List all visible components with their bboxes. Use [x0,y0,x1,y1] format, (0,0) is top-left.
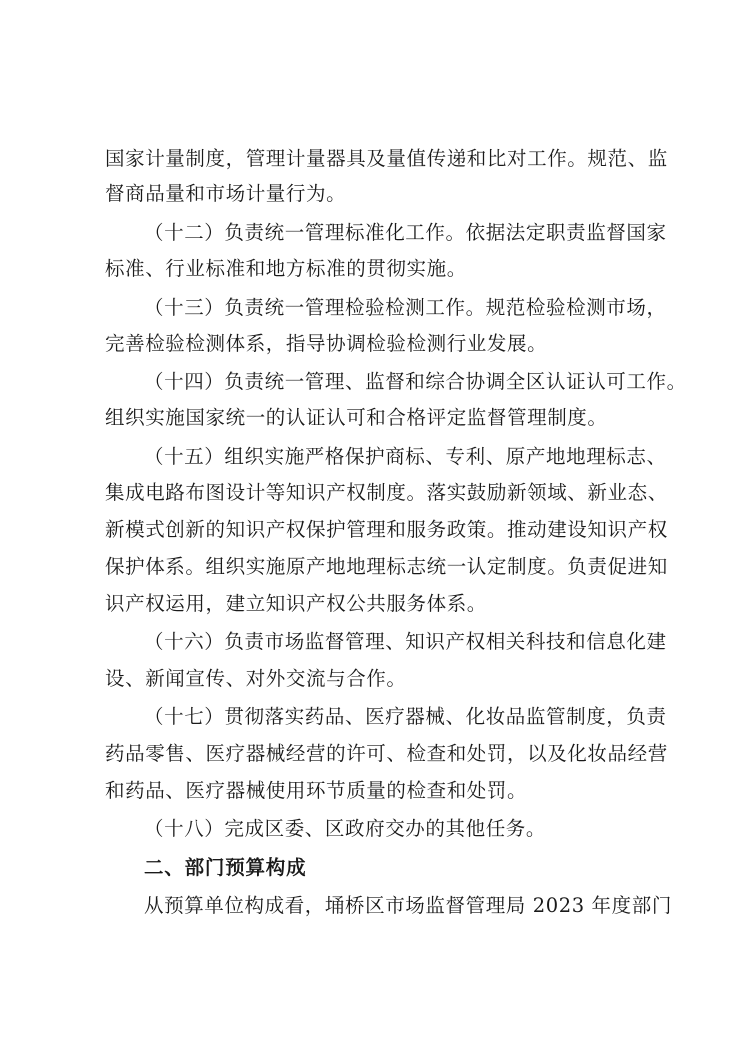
text-line: （十七）贯彻落实药品、医疗器械、化妆品监管制度，负责 [144,705,667,728]
text-line: 标准、行业标准和地方标准的贯彻实施。 [105,257,467,280]
text-line: 识产权运用，建立知识产权公共服务体系。 [105,592,487,615]
text-line: （十六）负责市场监督管理、知识产权相关科技和信息化建 [144,630,667,653]
text-line: 和药品、医疗器械使用环节质量的检查和处罚。 [105,779,528,802]
text-line: （十五）组织实施严格保护商标、专利、原产地地理标志、 [144,445,667,468]
text-line: 保护体系。组织实施原产地地理标志统一认定制度。负责促进知 [105,555,668,578]
text-line: 督商品量和市场计量行为。 [105,182,347,205]
text-line: 完善检验检测体系，指导协调检验检测行业发展。 [105,332,548,355]
text-line: （十八）完成区委、区政府交办的其他任务。 [144,817,547,840]
text-line: （十四）负责统一管理、监督和综合协调全区认证认可工作。 [144,370,687,393]
text-line: 国家计量制度，管理计量器具及量值传递和比对工作。规范、监 [105,147,668,170]
text-line: （十二）负责统一管理标准化工作。依据法定职责监督国家 [144,221,667,244]
text-line: 组织实施国家统一的认证认可和合格评定监督管理制度。 [105,406,608,429]
text-line: 药品零售、医疗器械经营的许可、检查和处罚，以及化妆品经营 [105,742,668,765]
text-line: 新模式创新的知识产权保护管理和服务政策。推动建设知识产权 [105,518,668,541]
text-line: 集成电路布图设计等知识产权制度。落实鼓励新领域、新业态、 [105,481,668,504]
text-line: 从预算单位构成看，埇桥区市场监督管理局 2023 年度部门 [144,894,672,917]
text-line: 设、新闻宣传、对外交流与合作。 [105,667,407,690]
section-heading: 二、部门预算构成 [144,856,307,879]
text-line: （十三）负责统一管理检验检测工作。规范检验检测市场， [144,296,667,319]
